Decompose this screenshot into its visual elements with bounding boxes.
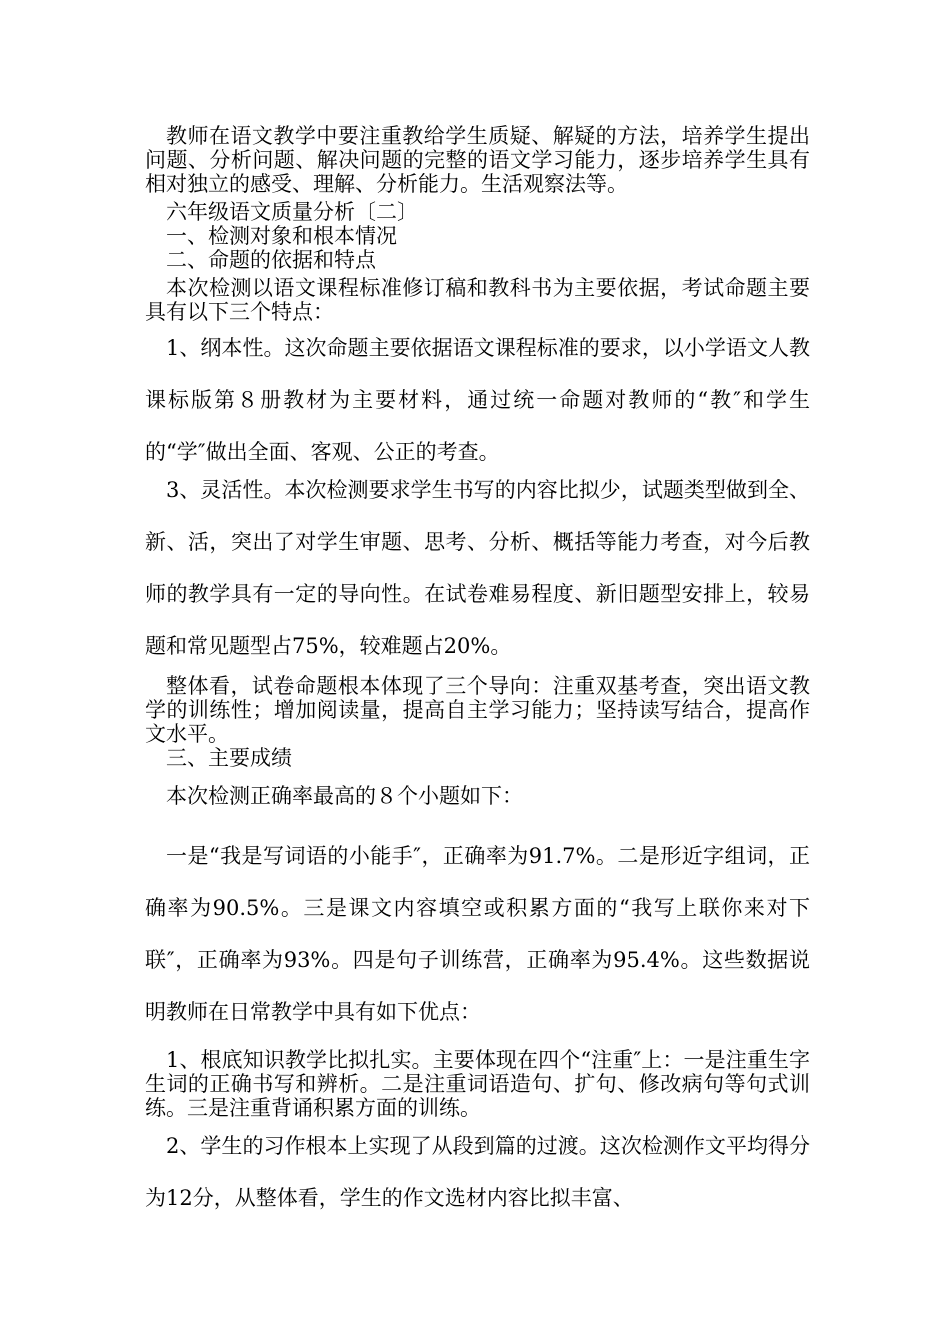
paragraph-feature-1: 1、纲本性。这次命题主要依据语文课程标准的要求，以小学语文人教课标版第８册教材为主要材料，通过统一命题对教师的“教″和学生的“学″做出全面、客观、公正的考查。 (145, 336, 810, 464)
paragraph-strength-2: 2、学生的习作根本上实现了从段到篇的过渡。这次检测作文平均得分为12分，从整体看，学生的作文选材内容比拟丰富、 (145, 1134, 810, 1210)
paragraph-accuracy: 一是“我是写词语的小能手″，正确率为91.7%。二是形近字组词，正确率为90.5%。三是课文内容填空或积累方面的“我写上联你来对下联″，正确率为93%。四是句子训练营，正确率为95.4%。这些数据说明教师在日常教学中具有如下优点： (145, 844, 810, 1024)
paragraph-top-questions: 本次检测正确率最高的８个小题如下： (166, 784, 523, 808)
paragraph-intro: 教师在语文教学中要注重教给学生质疑、解疑的方法，培养学生提出问题、分析问题、解决问题的完整的语文学习能力，逐步培养学生具有相对独立的感受、理解、分析能力。生活观察法等。 (145, 124, 810, 196)
section-heading-1: 一、检测对象和根本情况 (166, 224, 397, 248)
section-heading-3: 三、主要成绩 (166, 746, 292, 770)
paragraph-exam-basis: 本次检测以语文课程标准修订稿和教科书为主要依据，考试命题主要具有以下三个特点： (145, 276, 810, 324)
document-body (145, 124, 810, 1224)
section-heading-2: 二、命题的依据和特点 (166, 248, 376, 272)
paragraph-feature-3: 3、灵活性。本次检测要求学生书写的内容比拟少，试题类型做到全、新、活，突出了对学生审题、思考、分析、概括等能力考查，对今后教师的教学具有一定的导向性。在试卷难易程度、新旧题型安排上，较易题和常见题型占75%，较难题占20%。 (145, 478, 810, 658)
paragraph-overall: 整体看，试卷命题根本体现了三个导向：注重双基考查，突出语文教学的训练性；增加阅读量，提高自主学习能力；坚持读写结合，提高作文水平。 (145, 674, 810, 746)
section-heading-title: 六年级语文质量分析〔二〕 (166, 200, 418, 224)
paragraph-strength-1: 1、根底知识教学比拟扎实。主要体现在四个“注重″上：一是注重生字生词的正确书写和辨析。二是注重词语造句、扩句、修改病句等句式训练。三是注重背诵积累方面的训练。 (145, 1048, 810, 1120)
